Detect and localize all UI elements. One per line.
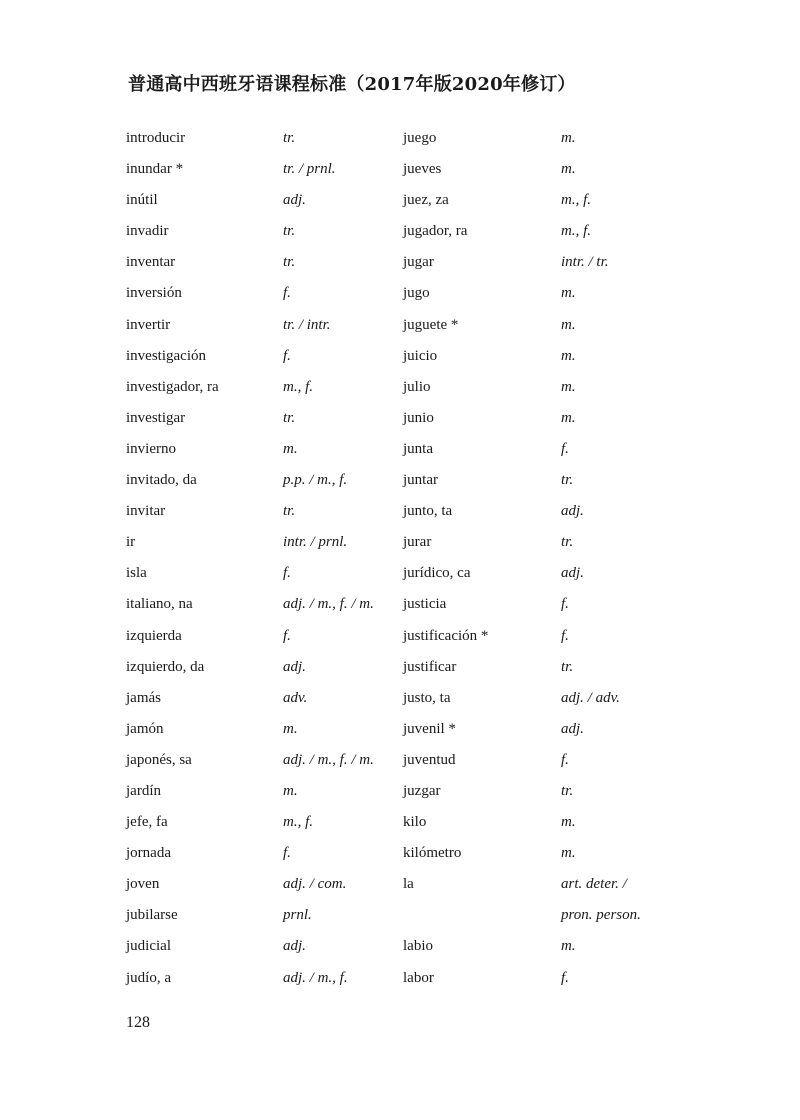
word-left: jardín <box>126 782 161 799</box>
pos-right: adj. <box>561 503 584 520</box>
pos-left: tr. <box>283 223 296 240</box>
word-right: jugador, ra <box>403 223 468 240</box>
pos-right: f. <box>561 440 569 457</box>
pos-right: adj. / adv. <box>561 689 620 706</box>
pos-left: tr. <box>283 254 296 271</box>
word-left: jornada <box>126 845 171 862</box>
pos-right: f. <box>561 969 569 986</box>
vocab-row <box>0 714 800 745</box>
pos-right: adj. <box>561 720 584 737</box>
pos-right: m., f. <box>561 192 591 209</box>
pos-right: intr. / tr. <box>561 254 609 271</box>
word-right: juez, za <box>403 192 449 209</box>
pos-right: m. <box>561 316 576 333</box>
word-right: junta <box>403 440 433 457</box>
vocab-row <box>0 652 800 683</box>
pos-left: m. <box>283 782 298 799</box>
pos-right: m. <box>561 378 576 395</box>
vocab-row <box>0 776 800 807</box>
pos-left: tr. / prnl. <box>283 161 336 178</box>
word-right: juventud <box>403 751 456 768</box>
vocab-row <box>0 403 800 434</box>
word-left: jubilarse <box>126 907 178 924</box>
pos-right: f. <box>561 751 569 768</box>
word-right: juicio <box>403 347 438 364</box>
word-right: labio <box>403 938 433 955</box>
vocab-row <box>0 931 800 962</box>
word-right: kilo <box>403 814 427 831</box>
word-left: jamás <box>126 689 161 706</box>
word-left: inversión <box>126 285 182 302</box>
pos-left: tr. <box>283 503 296 520</box>
vocab-row <box>0 838 800 869</box>
word-right: junto, ta <box>403 503 453 520</box>
pos-right: tr. <box>561 782 574 799</box>
word-right: labor <box>403 969 434 986</box>
word-left: judío, a <box>126 969 171 986</box>
word-right: junio <box>403 409 434 426</box>
pos-right: pron. person. <box>561 907 641 924</box>
pos-left: p.p. / m., f. <box>283 472 348 489</box>
pos-left: tr. <box>283 130 296 146</box>
vocab-row <box>0 154 800 185</box>
pos-left: adv. <box>283 689 308 706</box>
pos-left: adj. <box>283 658 306 675</box>
word-left: inundar * <box>126 161 184 178</box>
word-left: japonés, sa <box>126 751 192 768</box>
pos-right: m. <box>561 938 576 955</box>
word-left: judicial <box>126 938 171 955</box>
pos-left: tr. <box>283 409 296 426</box>
pos-right: m. <box>561 845 576 862</box>
pos-right: m. <box>561 814 576 831</box>
word-right: juntar <box>403 472 438 489</box>
vocab-row <box>0 807 800 838</box>
pos-left: f. <box>283 845 291 862</box>
word-left: joven <box>126 876 160 893</box>
pos-left: adj. / m., f. / m. <box>283 751 374 768</box>
vocab-row <box>0 465 800 496</box>
word-right: jueves <box>403 161 442 178</box>
word-right: juzgar <box>403 782 441 799</box>
pos-left: adj. <box>283 938 306 955</box>
pos-right: tr. <box>561 534 574 551</box>
vocab-row <box>0 558 800 589</box>
pos-right: art. deter. / <box>561 876 627 893</box>
pos-right: adj. <box>561 565 584 582</box>
vocab-row <box>0 341 800 372</box>
vocab-row <box>0 310 800 341</box>
vocab-row <box>0 869 800 900</box>
word-left: investigador, ra <box>126 378 219 395</box>
pos-right: m. <box>561 161 576 178</box>
word-left: invitado, da <box>126 472 197 489</box>
vocab-row <box>0 123 800 154</box>
pos-left: m., f. <box>283 814 313 831</box>
pos-left: m. <box>283 440 298 457</box>
word-right: juvenil * <box>403 720 456 737</box>
word-right: justicia <box>403 596 447 613</box>
word-left: ir <box>126 534 136 551</box>
word-left: inventar <box>126 254 176 271</box>
word-right: jurídico, ca <box>403 565 471 582</box>
word-left: invitar <box>126 503 166 520</box>
word-right: justificar <box>403 658 457 675</box>
vocabulary-table <box>0 123 800 994</box>
pos-right: m. <box>561 409 576 426</box>
word-left: isla <box>126 565 147 582</box>
vocab-row <box>0 247 800 278</box>
pos-right: m. <box>561 285 576 302</box>
word-left: jamón <box>126 720 164 737</box>
word-left: introducir <box>126 130 186 146</box>
vocab-row <box>0 683 800 714</box>
word-right: justificación * <box>403 627 489 644</box>
word-left: investigación <box>126 347 206 364</box>
word-right: kilómetro <box>403 845 462 862</box>
pos-right: f. <box>561 627 569 644</box>
pos-left: adj. / m., f. / m. <box>283 596 374 613</box>
word-left: invierno <box>126 440 176 457</box>
word-left: izquierda <box>126 627 182 644</box>
word-left: invadir <box>126 223 169 240</box>
vocab-row <box>0 496 800 527</box>
word-right: jugar <box>403 254 434 271</box>
word-right: juguete * <box>403 316 459 333</box>
word-left: investigar <box>126 409 186 426</box>
pos-right: m., f. <box>561 223 591 240</box>
vocab-row <box>0 900 800 931</box>
pos-left: f. <box>283 285 291 302</box>
word-left: italiano, na <box>126 596 193 613</box>
page-number: 128 <box>126 1014 150 1031</box>
pos-right: f. <box>561 596 569 613</box>
page-header-title: 普通高中西班牙语课程标准（2017年版2020年修订） <box>128 74 576 95</box>
vocab-row <box>0 278 800 309</box>
word-right: jugo <box>403 285 430 302</box>
pos-right: tr. <box>561 658 574 675</box>
pos-left: f. <box>283 627 291 644</box>
pos-right: tr. <box>561 472 574 489</box>
pos-left: m. <box>283 720 298 737</box>
pos-left: adj. / m., f. <box>283 969 348 986</box>
word-right: julio <box>403 378 431 395</box>
vocab-row <box>0 963 800 994</box>
vocab-row <box>0 745 800 776</box>
word-left: inútil <box>126 192 158 209</box>
pos-left: adj. <box>283 192 306 209</box>
vocab-row <box>0 185 800 216</box>
vocab-row <box>0 621 800 652</box>
word-right: jurar <box>403 534 432 551</box>
pos-left: f. <box>283 347 291 364</box>
word-right: justo, ta <box>403 689 451 706</box>
word-right: la <box>403 876 414 893</box>
pos-left: prnl. <box>283 907 312 924</box>
pos-left: intr. / prnl. <box>283 534 348 551</box>
vocab-row <box>0 372 800 403</box>
pos-right: m. <box>561 130 576 146</box>
vocab-row <box>0 527 800 558</box>
vocab-row <box>0 216 800 247</box>
pos-left: m., f. <box>283 378 313 395</box>
word-left: invertir <box>126 316 171 333</box>
word-left: izquierdo, da <box>126 658 205 675</box>
word-left: jefe, fa <box>126 814 168 831</box>
pos-left: f. <box>283 565 291 582</box>
pos-left: tr. / intr. <box>283 316 331 333</box>
word-right: juego <box>403 130 437 146</box>
pos-left: adj. / com. <box>283 876 347 893</box>
vocab-row <box>0 589 800 620</box>
vocab-row <box>0 434 800 465</box>
pos-right: m. <box>561 347 576 364</box>
